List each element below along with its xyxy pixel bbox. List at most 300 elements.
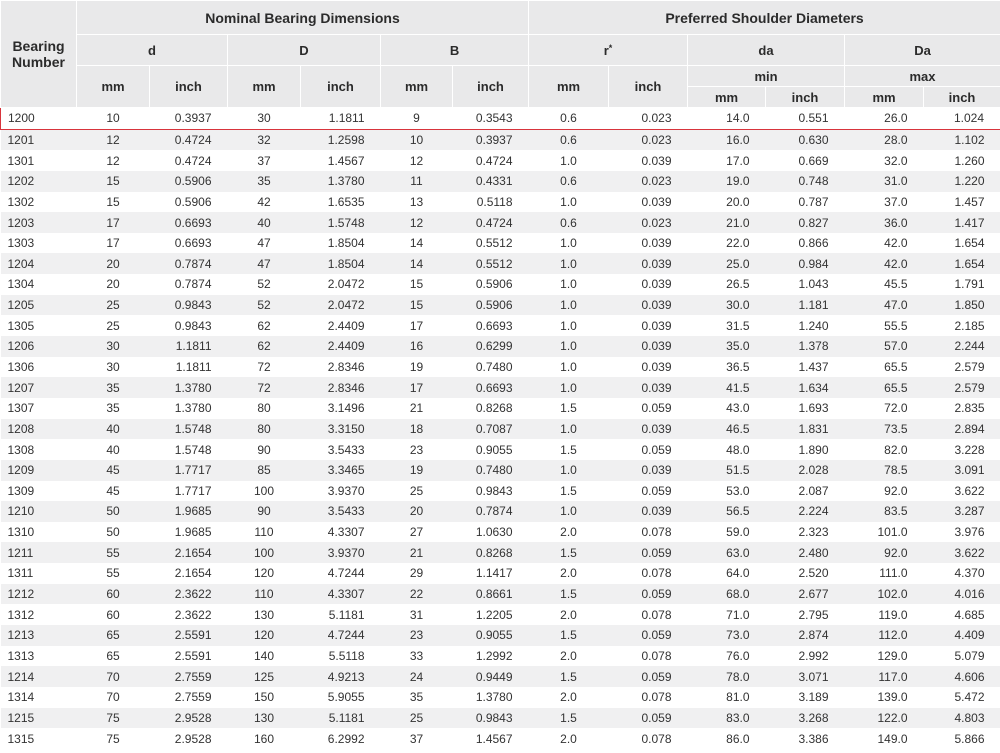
cell-d-mm: 35 [77, 377, 150, 398]
cell-bearing-number: 1301 [1, 150, 77, 171]
cell-bearing-number: 1212 [1, 584, 77, 605]
cell-bearing-number: 1303 [1, 233, 77, 254]
cell-r-mm: 1.0 [529, 233, 609, 254]
header-col-B: B [381, 35, 529, 66]
header-unit-mm: mm [77, 66, 150, 108]
cell-da-inch: 1.693 [766, 398, 845, 419]
cell-da-mm: 83.0 [688, 708, 766, 729]
cell-da-mm: 56.5 [688, 501, 766, 522]
cell-d-inch: 1.9685 [150, 501, 228, 522]
cell-da-inch: 1.240 [766, 315, 845, 336]
cell-d-inch: 0.5906 [150, 192, 228, 213]
cell-d-mm: 20 [77, 274, 150, 295]
cell-B-inch: 0.5906 [453, 295, 529, 316]
cell-d-mm: 17 [77, 233, 150, 254]
cell-Da-mm: 37.0 [845, 192, 924, 213]
cell-r-mm: 2.0 [529, 563, 609, 584]
table-row [1, 398, 1000, 419]
cell-r-mm: 2.0 [529, 646, 609, 667]
cell-d-inch: 0.4724 [150, 129, 228, 150]
header-unit-inch: inch [609, 66, 688, 108]
cell-r-mm: 0.6 [529, 129, 609, 150]
cell-Da-mm: 28.0 [845, 129, 924, 150]
cell-r-mm: 1.0 [529, 460, 609, 481]
cell-r-mm: 0.6 [529, 171, 609, 192]
cell-r-mm: 1.0 [529, 192, 609, 213]
cell-r-mm: 1.0 [529, 377, 609, 398]
cell-d-inch: 0.3937 [150, 108, 228, 130]
cell-D-inch: 2.8346 [301, 377, 381, 398]
table-row [1, 542, 1000, 563]
cell-r-mm: 1.0 [529, 419, 609, 440]
cell-bearing-number: 1209 [1, 460, 77, 481]
cell-Da-inch: 1.791 [924, 274, 1000, 295]
cell-Da-inch: 4.016 [924, 584, 1000, 605]
cell-D-mm: 42 [228, 192, 301, 213]
cell-Da-inch: 3.976 [924, 522, 1000, 543]
cell-D-mm: 40 [228, 212, 301, 233]
cell-bearing-number: 1210 [1, 501, 77, 522]
cell-Da-mm: 32.0 [845, 150, 924, 171]
cell-r-inch: 0.023 [609, 212, 688, 233]
table-row [1, 150, 1000, 171]
cell-D-inch: 1.3780 [301, 171, 381, 192]
cell-da-mm: 21.0 [688, 212, 766, 233]
cell-d-inch: 0.9843 [150, 295, 228, 316]
cell-Da-inch: 1.850 [924, 295, 1000, 316]
cell-r-inch: 0.059 [609, 542, 688, 563]
cell-bearing-number: 1308 [1, 439, 77, 460]
cell-Da-mm: 111.0 [845, 563, 924, 584]
cell-D-inch: 1.4567 [301, 150, 381, 171]
cell-r-mm: 2.0 [529, 687, 609, 708]
cell-Da-inch: 1.102 [924, 129, 1000, 150]
cell-d-mm: 12 [77, 150, 150, 171]
cell-da-mm: 36.5 [688, 357, 766, 378]
cell-B-mm: 18 [381, 419, 453, 440]
cell-da-inch: 2.992 [766, 646, 845, 667]
cell-d-mm: 30 [77, 336, 150, 357]
cell-da-mm: 48.0 [688, 439, 766, 460]
cell-B-inch: 0.7874 [453, 501, 529, 522]
cell-D-inch: 3.5433 [301, 439, 381, 460]
cell-B-mm: 29 [381, 563, 453, 584]
cell-D-inch: 3.5433 [301, 501, 381, 522]
cell-Da-inch: 1.024 [924, 108, 1000, 130]
cell-r-mm: 1.5 [529, 542, 609, 563]
cell-r-mm: 0.6 [529, 212, 609, 233]
cell-Da-inch: 4.370 [924, 563, 1000, 584]
cell-B-mm: 15 [381, 295, 453, 316]
cell-B-inch: 0.3543 [453, 108, 529, 130]
cell-da-mm: 86.0 [688, 728, 766, 749]
cell-D-mm: 47 [228, 233, 301, 254]
cell-Da-mm: 31.0 [845, 171, 924, 192]
cell-bearing-number: 1208 [1, 419, 77, 440]
cell-d-inch: 1.3780 [150, 377, 228, 398]
cell-bearing-number: 1315 [1, 728, 77, 749]
header-unit-inch: inch [150, 66, 228, 108]
table-row [1, 171, 1000, 192]
cell-Da-mm: 92.0 [845, 481, 924, 502]
cell-d-inch: 0.9843 [150, 315, 228, 336]
cell-d-mm: 15 [77, 171, 150, 192]
cell-B-inch: 0.8661 [453, 584, 529, 605]
cell-bearing-number: 1200 [1, 108, 77, 130]
cell-r-mm: 1.5 [529, 708, 609, 729]
cell-d-inch: 2.3622 [150, 584, 228, 605]
cell-d-inch: 2.5591 [150, 646, 228, 667]
cell-Da-inch: 4.803 [924, 708, 1000, 729]
cell-da-mm: 63.0 [688, 542, 766, 563]
cell-d-inch: 0.5906 [150, 171, 228, 192]
table-row [1, 253, 1000, 274]
cell-D-mm: 140 [228, 646, 301, 667]
cell-Da-inch: 5.472 [924, 687, 1000, 708]
cell-B-inch: 0.5512 [453, 233, 529, 254]
cell-B-mm: 11 [381, 171, 453, 192]
cell-d-inch: 2.3622 [150, 604, 228, 625]
cell-da-inch: 1.634 [766, 377, 845, 398]
cell-bearing-number: 1203 [1, 212, 77, 233]
header-preferred-shoulder: Preferred Shoulder Diameters [529, 1, 1000, 35]
cell-r-inch: 0.039 [609, 460, 688, 481]
cell-B-mm: 14 [381, 233, 453, 254]
cell-Da-mm: 92.0 [845, 542, 924, 563]
cell-da-mm: 71.0 [688, 604, 766, 625]
cell-Da-mm: 112.0 [845, 625, 924, 646]
cell-D-mm: 110 [228, 522, 301, 543]
cell-bearing-number: 1306 [1, 357, 77, 378]
cell-D-inch: 4.9213 [301, 666, 381, 687]
cell-da-inch: 2.874 [766, 625, 845, 646]
cell-D-mm: 80 [228, 419, 301, 440]
cell-Da-inch: 4.606 [924, 666, 1000, 687]
cell-d-mm: 40 [77, 439, 150, 460]
cell-da-inch: 0.827 [766, 212, 845, 233]
table-header [1, 1, 1000, 108]
cell-d-inch: 1.1811 [150, 357, 228, 378]
cell-r-inch: 0.059 [609, 584, 688, 605]
cell-B-mm: 35 [381, 687, 453, 708]
cell-bearing-number: 1204 [1, 253, 77, 274]
cell-D-mm: 120 [228, 625, 301, 646]
cell-Da-mm: 83.5 [845, 501, 924, 522]
cell-B-mm: 25 [381, 708, 453, 729]
cell-Da-mm: 72.0 [845, 398, 924, 419]
cell-D-mm: 35 [228, 171, 301, 192]
cell-da-mm: 59.0 [688, 522, 766, 543]
cell-Da-inch: 2.579 [924, 357, 1000, 378]
cell-r-inch: 0.078 [609, 687, 688, 708]
table-row [1, 357, 1000, 378]
cell-bearing-number: 1213 [1, 625, 77, 646]
table-row [1, 460, 1000, 481]
cell-Da-mm: 82.0 [845, 439, 924, 460]
cell-da-mm: 14.0 [688, 108, 766, 130]
cell-B-inch: 0.9055 [453, 439, 529, 460]
header-col-r-mark: * [608, 42, 613, 53]
cell-D-inch: 3.1496 [301, 398, 381, 419]
header-col-d: d [77, 35, 228, 66]
cell-r-inch: 0.059 [609, 481, 688, 502]
cell-r-mm: 2.0 [529, 728, 609, 749]
cell-D-inch: 4.3307 [301, 522, 381, 543]
cell-r-inch: 0.078 [609, 522, 688, 543]
cell-D-mm: 47 [228, 253, 301, 274]
cell-D-mm: 130 [228, 708, 301, 729]
cell-bearing-number: 1313 [1, 646, 77, 667]
cell-Da-inch: 2.894 [924, 419, 1000, 440]
cell-Da-mm: 55.5 [845, 315, 924, 336]
cell-da-inch: 0.551 [766, 108, 845, 130]
cell-D-mm: 90 [228, 439, 301, 460]
cell-d-inch: 1.5748 [150, 439, 228, 460]
header-bearing-number: Bearing Number [1, 1, 77, 108]
cell-D-mm: 30 [228, 108, 301, 130]
cell-r-mm: 2.0 [529, 522, 609, 543]
cell-d-inch: 2.5591 [150, 625, 228, 646]
cell-D-inch: 2.4409 [301, 315, 381, 336]
cell-da-inch: 3.268 [766, 708, 845, 729]
cell-bearing-number: 1207 [1, 377, 77, 398]
cell-da-mm: 51.5 [688, 460, 766, 481]
cell-r-mm: 1.5 [529, 481, 609, 502]
table-row [1, 501, 1000, 522]
header-unit-mm: mm [228, 66, 301, 108]
cell-d-mm: 40 [77, 419, 150, 440]
cell-r-inch: 0.039 [609, 501, 688, 522]
cell-da-inch: 2.323 [766, 522, 845, 543]
table-row [1, 129, 1000, 150]
cell-d-inch: 2.7559 [150, 666, 228, 687]
cell-da-inch: 0.787 [766, 192, 845, 213]
cell-d-inch: 1.7717 [150, 460, 228, 481]
cell-B-mm: 33 [381, 646, 453, 667]
cell-D-inch: 3.3465 [301, 460, 381, 481]
cell-B-inch: 0.9055 [453, 625, 529, 646]
cell-B-inch: 1.4567 [453, 728, 529, 749]
cell-D-inch: 1.5748 [301, 212, 381, 233]
cell-B-mm: 12 [381, 150, 453, 171]
cell-Da-inch: 5.079 [924, 646, 1000, 667]
header-max: max [845, 66, 1000, 87]
cell-d-inch: 1.7717 [150, 481, 228, 502]
cell-d-mm: 75 [77, 708, 150, 729]
cell-D-inch: 1.2598 [301, 129, 381, 150]
cell-Da-mm: 45.5 [845, 274, 924, 295]
table-row [1, 666, 1000, 687]
cell-bearing-number: 1201 [1, 129, 77, 150]
cell-da-mm: 26.5 [688, 274, 766, 295]
cell-d-mm: 45 [77, 460, 150, 481]
header-nominal-dimensions: Nominal Bearing Dimensions [77, 1, 529, 35]
cell-d-inch: 2.1654 [150, 563, 228, 584]
cell-d-inch: 0.6693 [150, 212, 228, 233]
cell-r-inch: 0.059 [609, 666, 688, 687]
cell-Da-mm: 102.0 [845, 584, 924, 605]
cell-d-mm: 50 [77, 522, 150, 543]
table-row [1, 233, 1000, 254]
cell-r-inch: 0.078 [609, 563, 688, 584]
cell-Da-mm: 65.5 [845, 377, 924, 398]
header-col-r-label: r [603, 42, 609, 58]
cell-r-inch: 0.078 [609, 728, 688, 749]
cell-Da-inch: 4.685 [924, 604, 1000, 625]
cell-da-mm: 81.0 [688, 687, 766, 708]
table-row [1, 563, 1000, 584]
cell-d-mm: 35 [77, 398, 150, 419]
header-unit-mm: mm [381, 66, 453, 108]
cell-da-mm: 22.0 [688, 233, 766, 254]
cell-r-mm: 0.6 [529, 108, 609, 130]
cell-d-inch: 1.9685 [150, 522, 228, 543]
cell-da-inch: 3.189 [766, 687, 845, 708]
cell-da-mm: 25.0 [688, 253, 766, 274]
cell-da-inch: 0.630 [766, 129, 845, 150]
table-row [1, 315, 1000, 336]
cell-da-inch: 0.669 [766, 150, 845, 171]
cell-D-inch: 3.9370 [301, 542, 381, 563]
cell-B-mm: 16 [381, 336, 453, 357]
table-row [1, 274, 1000, 295]
cell-r-mm: 1.0 [529, 336, 609, 357]
cell-B-inch: 0.6693 [453, 377, 529, 398]
cell-da-inch: 2.795 [766, 604, 845, 625]
cell-D-inch: 3.3150 [301, 419, 381, 440]
cell-D-inch: 1.8504 [301, 233, 381, 254]
table-row [1, 625, 1000, 646]
cell-r-inch: 0.039 [609, 336, 688, 357]
cell-da-inch: 2.028 [766, 460, 845, 481]
cell-bearing-number: 1307 [1, 398, 77, 419]
cell-d-inch: 0.6693 [150, 233, 228, 254]
cell-B-inch: 0.9449 [453, 666, 529, 687]
cell-B-inch: 1.1417 [453, 563, 529, 584]
cell-Da-mm: 47.0 [845, 295, 924, 316]
cell-B-inch: 0.7480 [453, 357, 529, 378]
cell-da-inch: 1.043 [766, 274, 845, 295]
cell-D-inch: 4.7244 [301, 563, 381, 584]
header-unit-inch: inch [766, 87, 845, 108]
cell-r-mm: 1.0 [529, 315, 609, 336]
cell-da-mm: 16.0 [688, 129, 766, 150]
cell-r-inch: 0.023 [609, 171, 688, 192]
cell-bearing-number: 1211 [1, 542, 77, 563]
cell-da-inch: 3.071 [766, 666, 845, 687]
cell-D-inch: 2.8346 [301, 357, 381, 378]
table-row [1, 604, 1000, 625]
cell-da-inch: 1.181 [766, 295, 845, 316]
cell-da-mm: 46.5 [688, 419, 766, 440]
cell-da-mm: 76.0 [688, 646, 766, 667]
cell-r-inch: 0.078 [609, 646, 688, 667]
cell-Da-inch: 3.228 [924, 439, 1000, 460]
cell-r-mm: 1.5 [529, 398, 609, 419]
cell-r-inch: 0.039 [609, 377, 688, 398]
table-row [1, 584, 1000, 605]
cell-r-mm: 1.5 [529, 666, 609, 687]
cell-Da-mm: 42.0 [845, 233, 924, 254]
cell-r-inch: 0.023 [609, 129, 688, 150]
cell-B-mm: 37 [381, 728, 453, 749]
cell-Da-mm: 122.0 [845, 708, 924, 729]
cell-d-mm: 15 [77, 192, 150, 213]
cell-D-mm: 72 [228, 377, 301, 398]
cell-Da-inch: 2.579 [924, 377, 1000, 398]
cell-B-inch: 0.5118 [453, 192, 529, 213]
cell-B-inch: 0.3937 [453, 129, 529, 150]
cell-da-mm: 17.0 [688, 150, 766, 171]
cell-D-mm: 85 [228, 460, 301, 481]
table-row [1, 646, 1000, 667]
cell-da-mm: 20.0 [688, 192, 766, 213]
cell-B-mm: 31 [381, 604, 453, 625]
cell-B-inch: 0.7480 [453, 460, 529, 481]
cell-r-mm: 1.0 [529, 253, 609, 274]
cell-D-inch: 5.9055 [301, 687, 381, 708]
table-row [1, 481, 1000, 502]
cell-da-inch: 3.386 [766, 728, 845, 749]
cell-d-mm: 55 [77, 542, 150, 563]
cell-Da-mm: 36.0 [845, 212, 924, 233]
cell-da-inch: 2.224 [766, 501, 845, 522]
cell-da-mm: 73.0 [688, 625, 766, 646]
header-unit-inch: inch [924, 87, 1000, 108]
cell-B-inch: 0.8268 [453, 542, 529, 563]
cell-D-inch: 2.0472 [301, 295, 381, 316]
cell-Da-mm: 42.0 [845, 253, 924, 274]
cell-bearing-number: 1310 [1, 522, 77, 543]
cell-da-inch: 1.378 [766, 336, 845, 357]
cell-D-mm: 150 [228, 687, 301, 708]
cell-bearing-number: 1304 [1, 274, 77, 295]
cell-B-inch: 0.4724 [453, 212, 529, 233]
cell-B-mm: 24 [381, 666, 453, 687]
cell-da-inch: 1.890 [766, 439, 845, 460]
cell-d-inch: 2.9528 [150, 708, 228, 729]
cell-B-inch: 1.3780 [453, 687, 529, 708]
cell-d-inch: 0.4724 [150, 150, 228, 171]
cell-da-inch: 1.437 [766, 357, 845, 378]
cell-D-mm: 120 [228, 563, 301, 584]
cell-bearing-number: 1314 [1, 687, 77, 708]
cell-D-mm: 130 [228, 604, 301, 625]
cell-r-mm: 1.5 [529, 439, 609, 460]
cell-d-inch: 1.5748 [150, 419, 228, 440]
table-body [1, 108, 1000, 749]
cell-r-mm: 1.0 [529, 295, 609, 316]
cell-r-inch: 0.059 [609, 439, 688, 460]
cell-d-mm: 70 [77, 666, 150, 687]
cell-Da-inch: 3.622 [924, 481, 1000, 502]
cell-B-inch: 0.6299 [453, 336, 529, 357]
header-col-da: da [688, 35, 845, 66]
cell-r-inch: 0.023 [609, 108, 688, 130]
cell-d-inch: 2.1654 [150, 542, 228, 563]
cell-D-mm: 62 [228, 336, 301, 357]
cell-d-inch: 0.7874 [150, 274, 228, 295]
cell-bearing-number: 1305 [1, 315, 77, 336]
cell-B-mm: 23 [381, 625, 453, 646]
cell-D-mm: 37 [228, 150, 301, 171]
table-row [1, 708, 1000, 729]
cell-r-inch: 0.059 [609, 625, 688, 646]
cell-Da-mm: 101.0 [845, 522, 924, 543]
cell-da-inch: 0.866 [766, 233, 845, 254]
cell-bearing-number: 1309 [1, 481, 77, 502]
cell-da-inch: 2.087 [766, 481, 845, 502]
